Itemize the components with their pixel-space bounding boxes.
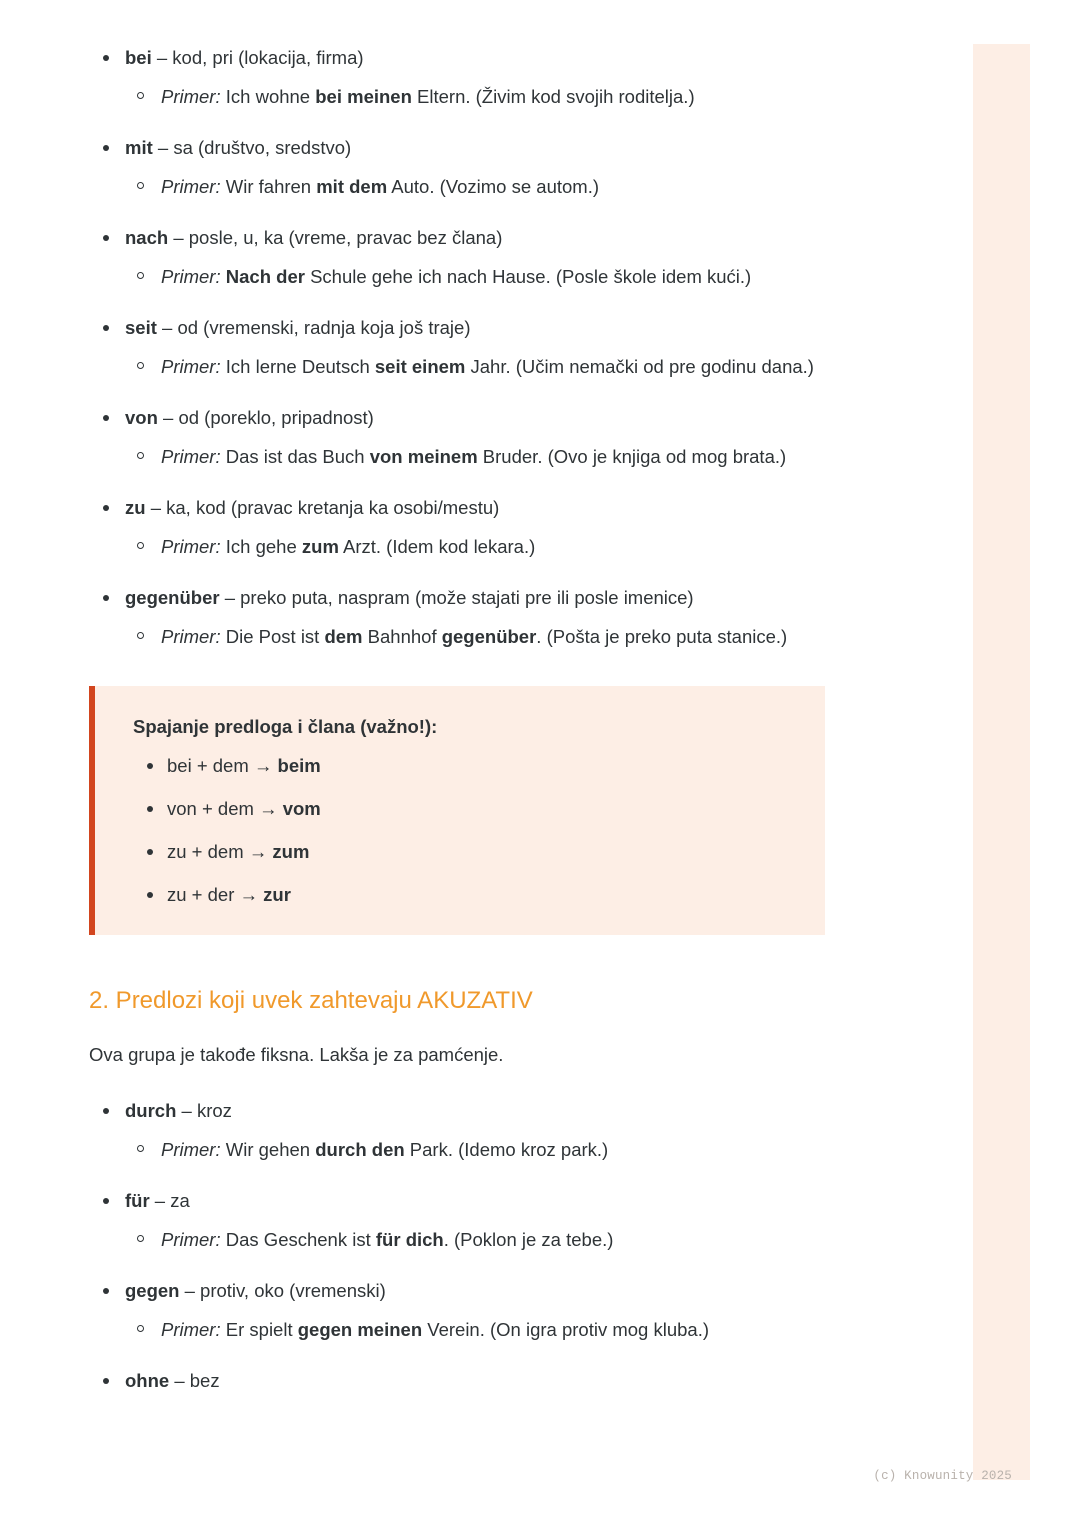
preposition-gloss: – ka, kod (pravac kretanja ka osobi/mestu) [145,497,500,518]
list-item [89,1097,889,1165]
contraction-result: beim [277,755,321,776]
example-label: Primer: [161,176,221,197]
list-item [89,404,889,472]
example-text-fragment: Eltern. (Živim kod svojih roditelja.) [411,86,695,107]
contraction-result: zum [272,841,310,862]
example-text-fragment: von meinem [369,446,478,467]
preposition-gloss: – kroz [176,1100,232,1121]
bullet-icon [103,505,109,511]
example-label: Primer: [161,1319,221,1340]
example-text-fragment: Bruder. (Ovo je knjiga od mog brata.) [477,446,787,467]
preposition-gloss: – od (poreklo, pripadnost) [157,407,374,428]
preposition-term: zu [125,497,146,518]
example-text-fragment: mit dem [316,176,388,197]
preposition-line [125,224,889,252]
list-item [89,44,889,112]
contraction-formula: von + dem → [167,798,283,819]
preposition-line [125,44,889,72]
preposition-gloss: – od (vremenski, radnja koja još traje) [156,317,471,338]
hollow-bullet-icon [137,1235,144,1242]
example-text-fragment: zum [301,536,339,557]
list-item [89,224,889,292]
contraction-formula: zu + der → [167,884,264,905]
example-text-fragment: Ich gehe [220,536,302,557]
example-text-fragment: bei meinen [315,86,412,107]
example-text-fragment: durch den [315,1139,405,1160]
example-text-fragment: Auto. (Vozimo se autom.) [387,176,599,197]
example-text-fragment: Die Post ist [220,626,325,647]
list-item [89,134,889,202]
example-label: Primer: [161,86,221,107]
preposition-term: durch [125,1100,177,1121]
hollow-bullet-icon [137,182,144,189]
example-label: Primer: [161,536,221,557]
preposition-line [125,1367,889,1395]
bullet-icon [103,325,109,331]
bullet-icon [103,595,109,601]
example-text-fragment: Schule gehe ich nach Hause. (Posle škole idem kući.) [304,266,752,287]
example-line [125,171,889,202]
example-text-fragment: dem [324,626,363,647]
preposition-gloss: – preko puta, naspram (može stajati pre ili posle imenice) [219,587,694,608]
preposition-term: von [125,407,158,428]
preposition-gloss: – bez [169,1370,220,1391]
example-text-fragment: für dich [375,1229,444,1250]
preposition-term: seit [125,317,157,338]
list-item [133,795,795,823]
example-text-fragment: Jahr. (Učim nemački od pre godinu dana.) [465,356,814,377]
example-label: Primer: [161,266,221,287]
preposition-term: mit [125,137,153,158]
preposition-term: nach [125,227,169,248]
decorative-side-band [973,44,1030,1480]
preposition-line [125,314,889,342]
callout-merging-preposition-article [89,686,825,935]
preposition-term: ohne [125,1370,170,1391]
list-item [89,494,889,562]
example-label: Primer: [161,356,221,377]
preposition-line [125,404,889,432]
example-text-fragment: gegenüber [441,626,537,647]
dative-prepositions-list [89,44,889,652]
list-item [89,1367,889,1395]
example-line [125,621,889,652]
list-item [89,584,889,652]
list-item [89,1187,889,1255]
bullet-icon [103,145,109,151]
hollow-bullet-icon [137,632,144,639]
preposition-line [125,134,889,162]
example-text-fragment: Park. (Idemo kroz park.) [404,1139,609,1160]
example-text-fragment: Arzt. (Idem kod lekara.) [338,536,536,557]
example-label: Primer: [161,446,221,467]
example-line [125,531,889,562]
example-line [125,81,889,112]
bullet-icon [103,235,109,241]
hollow-bullet-icon [137,1145,144,1152]
example-text-fragment: Das ist das Buch [220,446,370,467]
preposition-term: bei [125,47,152,68]
preposition-term: für [125,1190,150,1211]
bullet-icon [103,415,109,421]
preposition-gloss: – protiv, oko (vremenski) [179,1280,386,1301]
list-item [89,314,889,382]
example-text-fragment: Das Geschenk ist [220,1229,376,1250]
preposition-line [125,1187,889,1215]
example-text-fragment: Ich wohne [220,86,316,107]
contraction-result: vom [282,798,321,819]
example-text-fragment: Verein. (On igra protiv mog kluba.) [422,1319,710,1340]
callout-list [133,752,795,909]
section-intro-paragraph: Ova grupa je takođe fiksna. Lakša je za pamćenje. [89,1044,504,1065]
list-item [89,1277,889,1345]
example-text-fragment: Er spielt [220,1319,298,1340]
example-text-fragment: Bahnhof [362,626,442,647]
example-text-fragment: seit einem [374,356,466,377]
preposition-line [125,1277,889,1305]
bullet-icon [103,1378,109,1384]
example-line [125,441,889,472]
list-item [133,838,795,866]
contraction-formula: bei + dem → [167,755,278,776]
example-text-fragment: Wir fahren [220,176,317,197]
example-label: Primer: [161,1229,221,1250]
preposition-line [125,1097,889,1125]
bullet-icon [147,892,153,898]
example-line [125,261,889,292]
bullet-icon [147,849,153,855]
hollow-bullet-icon [137,272,144,279]
bullet-icon [103,1198,109,1204]
preposition-gloss: – sa (društvo, sredstvo) [152,137,352,158]
accusative-prepositions-list [89,1097,889,1395]
example-line [125,1224,889,1255]
bullet-icon [147,806,153,812]
copyright-watermark: (c) Knowunity 2025 [873,1469,1012,1483]
example-text-fragment: Ich lerne Deutsch [220,356,375,377]
example-label: Primer: [161,1139,221,1160]
example-line [125,1134,889,1165]
callout-title: Spajanje predloga i člana (važno!): [133,716,438,737]
list-item [133,881,795,909]
contraction-formula: zu + dem → [167,841,273,862]
hollow-bullet-icon [137,542,144,549]
hollow-bullet-icon [137,92,144,99]
example-line [125,1314,889,1345]
list-item [133,752,795,780]
example-line [125,351,889,382]
hollow-bullet-icon [137,1325,144,1332]
bullet-icon [103,1108,109,1114]
hollow-bullet-icon [137,362,144,369]
preposition-line [125,494,889,522]
bullet-icon [103,55,109,61]
example-text-fragment: Nach der [225,266,305,287]
example-text-fragment: Wir gehen [220,1139,316,1160]
section-heading-accusative: 2. Predlozi koji uvek zahtevaju AKUZATIV [89,987,533,1014]
example-label: Primer: [161,626,221,647]
example-text-fragment: gegen meinen [297,1319,423,1340]
document-content [89,44,889,1417]
preposition-gloss: – posle, u, ka (vreme, pravac bez člana) [168,227,503,248]
preposition-gloss: – kod, pri (lokacija, firma) [151,47,364,68]
preposition-term: gegenüber [125,587,220,608]
contraction-result: zur [263,884,291,905]
example-text-fragment: . (Pošta je preko puta stanice.) [536,626,788,647]
preposition-line [125,584,889,612]
bullet-icon [147,763,153,769]
bullet-icon [103,1288,109,1294]
preposition-term: gegen [125,1280,180,1301]
example-text-fragment: . (Poklon je za tebe.) [443,1229,614,1250]
hollow-bullet-icon [137,452,144,459]
preposition-gloss: – za [149,1190,190,1211]
